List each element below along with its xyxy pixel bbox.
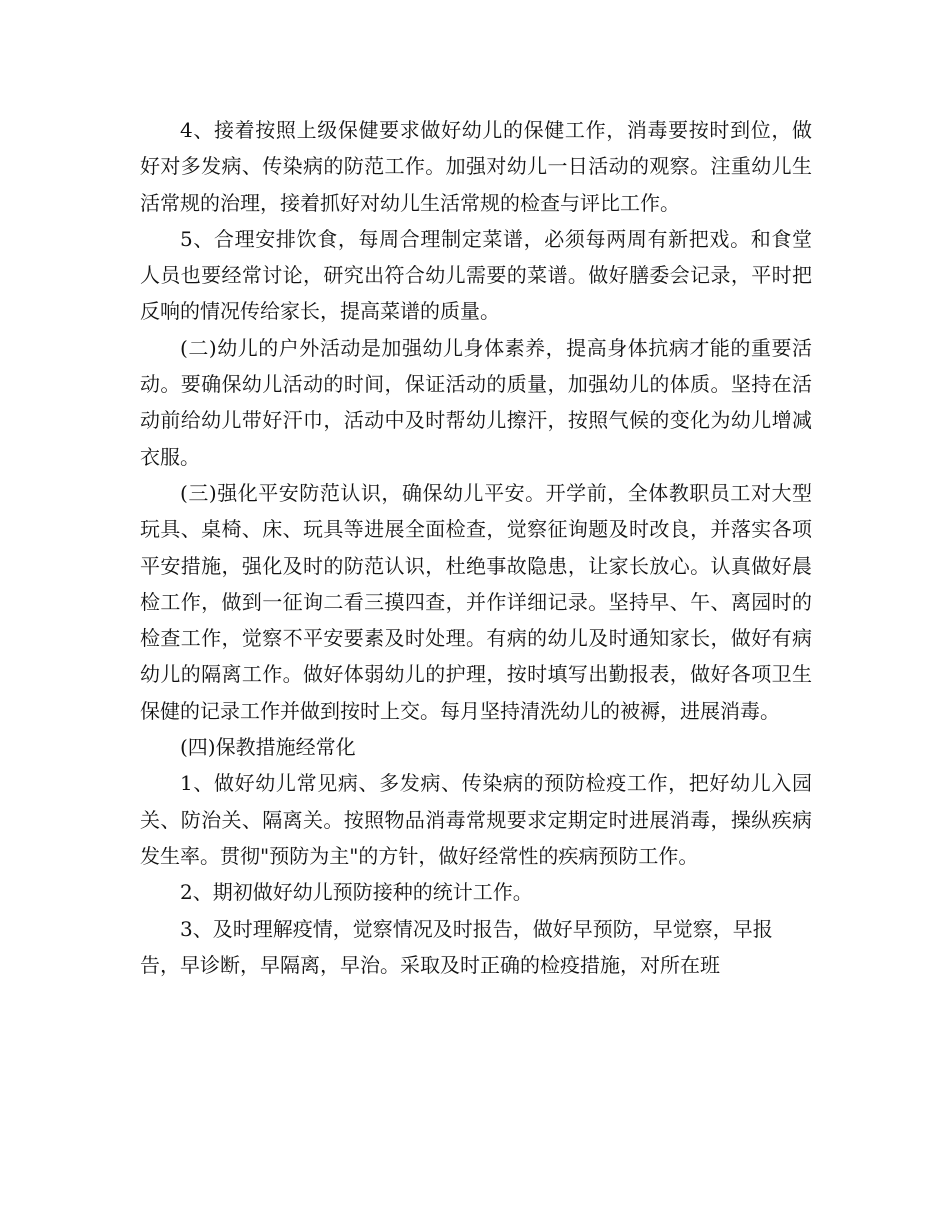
paragraph-item-4: 4、接着按照上级保健要求做好幼儿的保健工作，消毒要按时到位，做好对多发病、传染病的防范工作。加强对幼儿一日活动的观察。注重幼儿生活常规的治理，接着抓好对幼儿生活常规的检查与评比工作。 xyxy=(140,118,812,215)
paragraph-outdoor-activities: (二)幼儿的户外活动是加强幼儿身体素养，提高身体抗病才能的重要活动。要确保幼儿活动的时间，保证活动的质量，加强幼儿的体质。坚持在活动前给幼儿带好汗巾，活动中及时帮幼儿擦汗，按照气候的变化为幼儿增减衣服。 xyxy=(140,335,812,469)
paragraph-item-2: 2、期初做好幼儿预防接种的统计工作。 xyxy=(180,880,533,905)
paragraph-item-3: 3、及时理解疫情，觉察情况及时报告，做好早预防，早觉察，早报告，早诊断，早隔离，早治。采取及时正确的检疫措施，对所在班 xyxy=(140,916,773,977)
section-heading-measures: (四)保教措施经常化 xyxy=(180,735,356,760)
paragraph-safety: (三)强化平安防范认识，确保幼儿平安。开学前，全体教职员工对大型玩具、桌椅、床、玩具等进展全面检查，觉察征询题及时改良，并落实各项平安措施，强化及时的防范认识，杜绝事故隐患，让家长放心。认真做好晨检工作，做到一征询二看三摸四查，并作详细记录。坚持早、午、离园时的检查工作，觉察不平安要素及时处理。有病的幼儿及时通知家长，做好有病幼儿的隔离工作。做好体弱幼儿的护理，按时填写出勤报表，做好各项卫生保健的记录工作并做到按时上交。每月坚持清洗幼儿的被褥，进展消毒。 xyxy=(140,480,812,723)
paragraph-item-5: 5、合理安排饮食，每周合理制定菜谱，必须每两周有新把戏。和食堂人员也要经常讨论，研究出符合幼儿需要的菜谱。做好膳委会记录，平时把反响的情况传给家长，提高菜谱的质量。 xyxy=(140,226,812,324)
paragraph-item-1: 1、做好幼儿常见病、多发病、传染病的预防检疫工作，把好幼儿入园关、防治关、隔离关。按照物品消毒常规要求定期定时进展消毒，操纵疾病发生率。贯彻"预防为主"的方针，做好经常性的疾病预防工作。 xyxy=(140,771,812,868)
document-body xyxy=(140,112,812,983)
